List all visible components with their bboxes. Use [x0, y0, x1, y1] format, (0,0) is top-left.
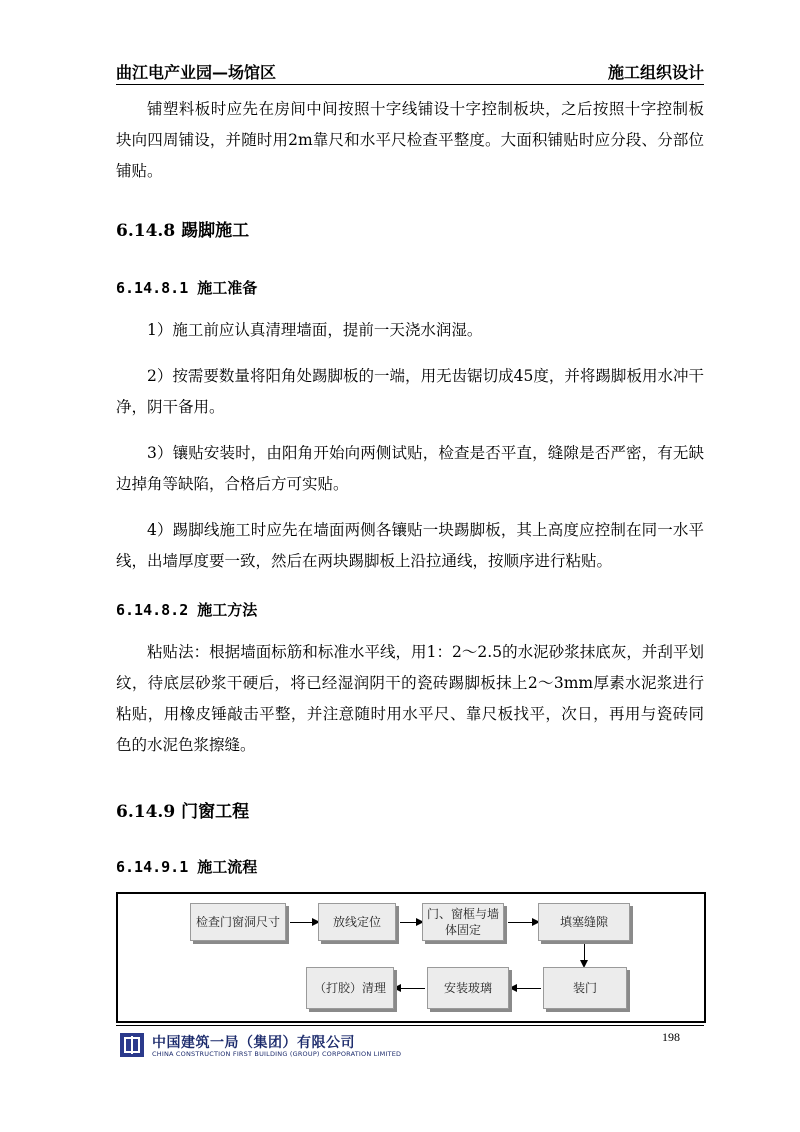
flow-step-7: （打胶）清理	[306, 967, 394, 1009]
flow-arrow-5-6	[511, 988, 541, 989]
company-name-en: CHINA CONSTRUCTION FIRST BUILDING (GROUP) CORPORATION LIMITED	[152, 1050, 402, 1058]
project-name: 曲江电产业园—场馆区	[116, 63, 277, 82]
document-type: 施工组织设计	[607, 63, 704, 82]
prep-item-3: 3）镶贴安装时，由阳角开始向两侧试贴，检查是否平直，缝隙是否严密，有无缺边掉角等缺陷，合格后方可实贴。	[116, 444, 704, 493]
flow-step-4: 填塞缝隙	[538, 903, 630, 941]
page-number: 198	[662, 1030, 680, 1044]
flow-step-2: 放线定位	[318, 903, 396, 941]
prep-item-2: 2）按需要数量将阳角处踢脚板的一端，用无齿锯切成45度，并将踢脚板用水冲干净，阴干备用。	[116, 367, 704, 416]
flow-arrow-6-7	[395, 988, 425, 989]
subsection-title-method: 6.14.8.2 施工方法	[116, 601, 258, 619]
flow-arrow-1-2	[290, 922, 318, 923]
intro-paragraph: 铺塑料板时应先在房间中间按照十字线铺设十字控制板块，之后按照十字控制板块向四周铺设，并随时用2m靠尺和水平尺检查平整度。大面积铺贴时应分段、分部位铺贴。	[116, 100, 704, 180]
flow-arrow-4-5	[584, 944, 585, 966]
page-footer	[116, 1025, 704, 1066]
flow-step-1: 检查门窗洞尺寸	[190, 903, 286, 941]
prep-item-4: 4）踢脚线施工时应先在墙面两侧各镶贴一块踢脚板，其上高度应控制在同一水平线，出墙厚度要一致，然后在两块踢脚板上沿拉通线，按顺序进行粘贴。	[116, 521, 704, 570]
flow-step-6: 安装玻璃	[427, 967, 509, 1009]
flow-step-3: 门、窗框与墙体固定	[422, 903, 504, 941]
subsection-title-process: 6.14.9.1 施工流程	[116, 858, 258, 876]
company-name-cn: 中国建筑一局（集团）有限公司	[152, 1035, 355, 1051]
company-logo-icon	[120, 1033, 144, 1057]
section-title-6-14-9: 6.14.9 门窗工程	[116, 802, 250, 822]
section-title-6-14-8: 6.14.8 踢脚施工	[116, 221, 250, 241]
subsection-title-preparation: 6.14.8.1 施工准备	[116, 279, 258, 297]
flow-arrow-3-4	[508, 922, 538, 923]
flow-arrow-2-3	[400, 922, 422, 923]
page-header	[116, 54, 704, 85]
flow-step-5: 装门	[543, 967, 627, 1009]
method-paragraph: 粘贴法：根据墙面标筋和标准水平线，用1：2～2.5的水泥砂浆抹底灰，并刮平划纹，待底层砂浆干硬后，将已经湿润阴干的瓷砖踢脚板抹上2～3mm厚素水泥浆进行粘贴，用橡皮锤敲击平整，并注意随时用水平尺、靠尺板找平，次日，再用与瓷砖同色的水泥色浆擦缝。	[116, 643, 704, 754]
process-flowchart	[116, 892, 706, 1023]
prep-item-1: 1）施工前应认真清理墙面，提前一天浇水润湿。	[147, 321, 483, 339]
